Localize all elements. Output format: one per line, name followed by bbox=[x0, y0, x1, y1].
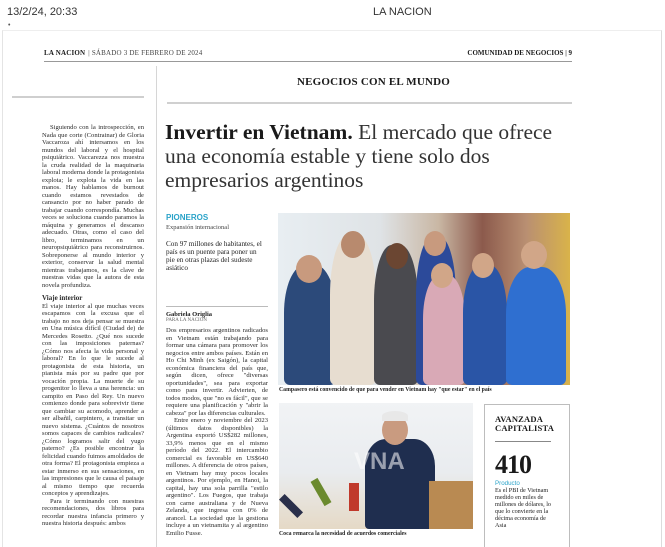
factbox-title-line1: AVANZADA bbox=[495, 414, 544, 424]
newspaper-header bbox=[44, 48, 572, 62]
column-divider bbox=[156, 66, 157, 547]
kicker-subtitle: Expansión internacional bbox=[166, 224, 229, 231]
kicker-label: PIONEROS bbox=[166, 213, 209, 222]
masthead bbox=[44, 49, 202, 57]
photo-group-vietnam-team bbox=[278, 213, 570, 385]
left-column bbox=[12, 96, 144, 528]
byline-outlet: PARA LA NACION bbox=[166, 318, 207, 323]
left-paragraph-1: Siguiendo con la introspección, en Nada que corte (Contrainar) de Gloria Vaccaroza ahí intersamos en los mundos del laboral y el hospital psiquiátrico. Vaccarezza nos muestra la cruda realidad de la maquinaria laboral moderna donde la protagonista explota; le explota la vida en las manos. Hay hablamos de burnout cuando estamos revestados de cansancio por no haber parado de trabajar cuando correspondía. Muchas veces se soluciona cuando paramos la máquina y generamos el descanso adecuado. Otras, como el caso del libro, terminamos en un neuropsiquiátrico para reconstruirnos. Sobreponerse al mundo interior y exterior, conservar la salud mental mientras trabajamos, es la clave de nuestras vidas que la autora de esta novela profundiza. bbox=[42, 124, 144, 289]
left-paragraph-2: El viaje interior al que muchas veces escapamos con la excusa que el trabajo no nos deja pensar se muestra en Una música difícil (Ciudad de) de Mercedes Rosetto. ¿Qué nos sucede con las imposiciones paternas? ¿Cómo nos afecta la vida personal y laboral? En lo que le sucede al protagonista de esta historia, un pianista más por su padre que por vocación propia. La muerte de su progenitor lo lleva a una herencia: un campito en Paso del Rey. Un nuevo comienzo donde para sobrevivir tiene que cambiar su acomodo, aprender a ser albañil, carpintero, a transitar un nuevo sistema. ¿Cuántos de nosotros somos capaces de cambios radicales? ¿Cómo logramos salir del yugo paterno? ¿Es posible encontrar la felicidad cuando fuimos amoldados de otra forma? El protagonista empieza a estar inmerso en sus sensaciones, en las impresiones que le causa el paisaje al mismo tiempo que recuerda conceptos y aprendizajes. bbox=[42, 302, 144, 497]
factbox-title bbox=[495, 415, 569, 433]
middle-paragraph-1: Dos empresarios argentinos radicados en Vietnam están trabajando para formar una cámara para promover los negocios entre ambos países. Están en Ho Chi Minh (ex Saigón), la capital económica financiera del país que, según dicen, ofrece "diversas oportunidades", sea para exportar como para invertir. Advierten, de todos modos, que "no es fácil", que se requiere una planificación y "abrir la cabeza" por las diferencias culturales. bbox=[166, 327, 268, 417]
factbox-rule bbox=[495, 441, 551, 442]
print-header bbox=[0, 0, 665, 28]
middle-paragraph-2: Entre enero y noviembre del 2023 (últimos datos disponibles) la Argentina exportó US$282 millones, 33,9% menos que en el mismo período del 2022. El intercambio comercial es favorable en US$640 millones. A diferencia de otros países, en Vietnam hay muy pocos locales argentinos. Por ejemplo, en Hanoi, la capital, hay una sola parrilla "estilo argentino". Los Fuegos, que trabaja con carne australiana y de Nueva Zelanda, que ingresa con 0% de arancel. La sociedad que la gestiona incluye a un vietnamita y al argentino Emilio Fusse. bbox=[166, 417, 268, 537]
left-subhead: Viaje interior bbox=[42, 294, 83, 302]
left-paragraph-3: Para ir terminando con nuestras recomendaciones, dos libros para recordar nuestra infancia primero y nuestra historia después: ambos bbox=[42, 497, 144, 527]
print-timestamp: 13/2/24, 20:33 bbox=[7, 6, 78, 18]
headline-rest: El mercado que ofrece una economía estable y tiene solo dos empresarios argentinos bbox=[165, 120, 553, 192]
photo2-caption: Coca remarca la necesidad de acuerdos comerciales bbox=[279, 531, 407, 537]
factbox-number: 410 bbox=[495, 450, 531, 479]
article-summary: Con 97 millones de habitantes, el país es un puente para poner un pie en otras plazas del sudeste asiático bbox=[166, 240, 262, 272]
byline-author: Gabriela Origlia bbox=[166, 311, 213, 318]
vna-watermark: VNA bbox=[354, 448, 405, 475]
section-rule bbox=[167, 102, 572, 104]
middle-column bbox=[166, 327, 268, 537]
photo-man-with-bottles bbox=[279, 403, 473, 529]
bullet-marker: • bbox=[8, 22, 11, 29]
factbox-title-line2: CAPITALISTA bbox=[495, 423, 555, 433]
byline-rule bbox=[166, 306, 268, 307]
photo1-caption: Campasero está convencido de que para vender en Vietnam hay "que estar" en el país bbox=[279, 387, 492, 393]
sidebar-factbox bbox=[484, 404, 570, 547]
print-page-title: LA NACION bbox=[373, 6, 432, 18]
masthead-name: LA NACION bbox=[44, 49, 86, 57]
issue-date: | SÁBADO 3 DE FEBRERO DE 2024 bbox=[88, 49, 203, 57]
article-headline bbox=[165, 120, 585, 192]
factbox-label: Producto bbox=[495, 480, 520, 487]
column-rule bbox=[12, 96, 144, 98]
headline-bold: Invertir en Vietnam. bbox=[165, 120, 353, 144]
factbox-description: Es el PBI de Vietnam medido en miles de millones de dólares, lo que lo convierte en la décima economía de Asia bbox=[495, 487, 552, 529]
section-page-number: COMUNIDAD DE NEGOCIOS | 9 bbox=[467, 49, 572, 57]
section-label: NEGOCIOS CON EL MUNDO bbox=[296, 76, 451, 88]
